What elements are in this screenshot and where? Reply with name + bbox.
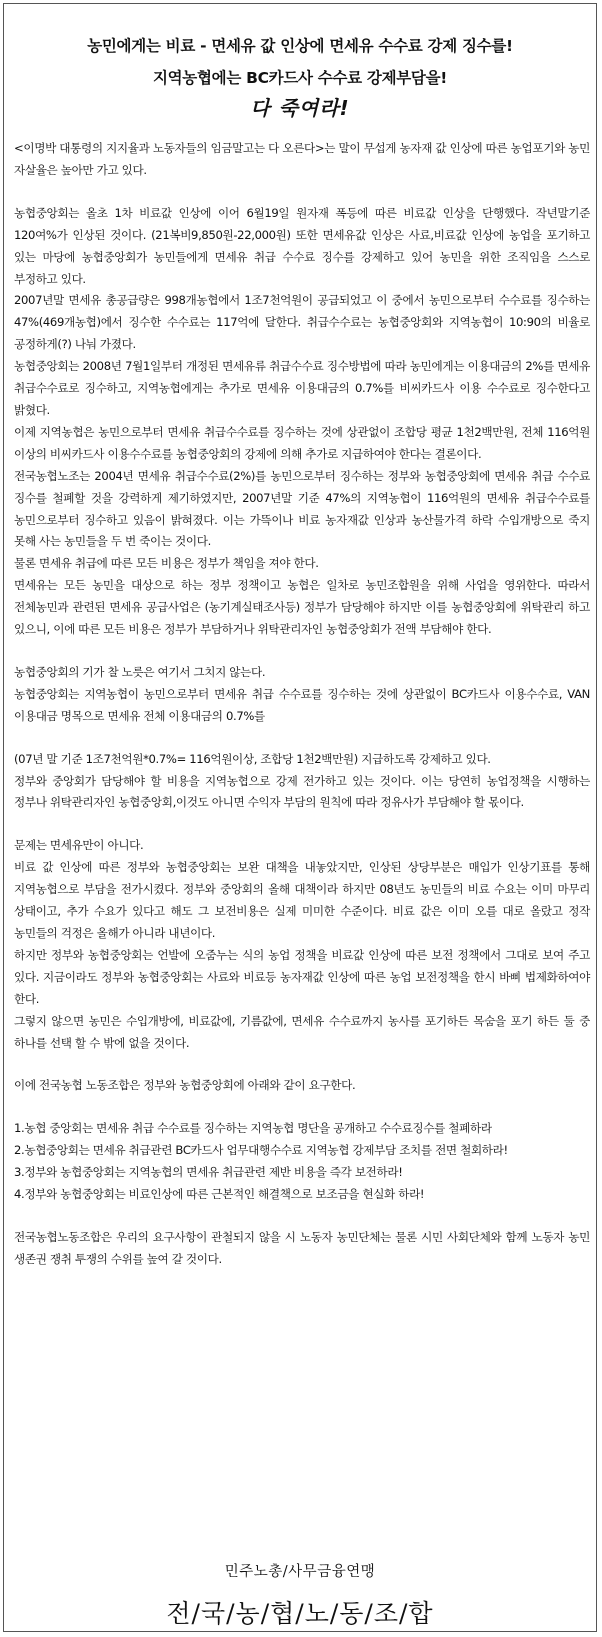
- demand-item: 4.정부와 농협중앙회는 비료인상에 따른 근본적인 해결책으로 보조금을 현실화 하라!: [14, 1187, 425, 1202]
- paragraph: 하지만 정부와 농협중앙회는 언발에 오줌누는 식의 농업 정책을 비료값 인상에 따른 보전 정책에서 그대로 보여 주고 있다. 지금이라도 정부와 농협중앙회는 사료와 비료등 농자재값 인상에 따른 농업 보전정책을 한시 바삐 법제화하여야 한다.: [14, 947, 590, 1006]
- demand-item: 3.정부와 농협중앙회는 지역농협의 면세유 취급관련 제반 비용을 즉각 보전하라!: [14, 1165, 403, 1180]
- federation-name: 민주노총/사무금융연맹: [224, 1564, 376, 1580]
- paragraph: 문제는 면세유만이 아니다.: [14, 838, 144, 853]
- union-name: 전/국/농/협/노/동/조/합: [166, 1599, 434, 1628]
- paragraph: <이명박 대통령의 지지율과 노동자들의 임금말고는 다 오른다>는 말이 무섭게 농자재 값 인상에 따른 농업포기와 농민 자살율은 높아만 가고 있다.: [14, 141, 590, 177]
- paragraph: 농협중앙회는 지역농협이 농민으로부터 면세유 취급 수수료를 징수하는 것에 상관없이 BC카드사 이용수수료, VAN 이용대금 명목으로 면세유 전체 이용대금의 0.7%를: [14, 686, 590, 723]
- headline-line-3: 다 죽여라!: [250, 96, 350, 120]
- document-page: [3, 3, 597, 1632]
- demand-item: 1.농협 중앙회는 면세유 취급 수수료를 징수하는 지역농협 명단을 공개하고 수수료징수를 철폐하라: [14, 1121, 492, 1136]
- paragraph: 면세유는 모든 농민을 대상으로 하는 정부 정책이고 농협은 일차로 농민조합원을 위해 사업을 영위한다. 따라서 전체농민과 관련된 면세유 공급사업은 (농기계실태조사등) 정부가 담당해야 하지만 이를 농협중앙회에 위탁관리 하고 있으니, 이에 따른 모든 비용은 정부가 부담하거나 위탁관리자인 농협중앙회가 전액 부담해야 한다.: [14, 578, 590, 637]
- paragraph: 농협중앙회는 올초 1차 비료값 인상에 이어 6월19일 원자재 폭등에 따른 비료값 인상을 단행했다. 작년말기준 120여%가 인상된 것이다. (21복비9,850원-22,000원) 또한 면세유값 인상은 사료,비료값 인상에 농업을 포기하고 있는 마당에 농협중앙회가 농민들에게 면세유 취급 수수료 징수를 강제하고 있어 농민을 위한 조직임을 스스로 부정하고 있다.: [14, 205, 590, 286]
- paragraph: 그렇지 않으면 농민은 수입개방에, 비료값에, 기름값에, 면세유 수수료까지 농사를 포기하든 목숨을 포기 하든 둘 중 하나를 선택 할 수 밖에 없을 것이다.: [14, 1013, 590, 1050]
- paragraph-gap: [14, 1097, 590, 1118]
- statement-body: [14, 138, 590, 1271]
- paragraph: 물론 면세유 취급에 따른 모든 비용은 정부가 책임을 져야 한다.: [14, 556, 319, 571]
- paragraph-gap: [14, 1054, 590, 1075]
- headline-line-2: 지역농협에는 BC카드사 수수료 강제부담을!: [152, 69, 448, 87]
- paragraph-gap: [14, 728, 590, 749]
- paragraph-gap: [14, 814, 590, 835]
- paragraph: 농협중앙회의 기가 찰 노릇은 여기서 그치지 않는다.: [14, 664, 266, 679]
- paragraph-gap: [14, 641, 590, 662]
- demand-item: 2.농협중앙회는 면세유 취급관련 BC카드사 업무대행수수료 지역농협 강제부담 조치를 전면 철회하라!: [14, 1143, 508, 1158]
- headline-line-1: 농민에게는 비료 - 면세유 값 인상에 면세유 수수료 강제 징수를!: [87, 37, 513, 55]
- paragraph: 비료 값 인상에 따른 정부와 농협중앙회는 보완 대책을 내놓았지만, 인상된 상당부분은 매입가 인상기표를 통해 지역농협으로 부담을 전가시켰다. 정부와 중앙회의 올해 대책이라 하지만 08년도 농민들의 비료 수요는 이미 마무리 상태이고, 추가 수요가 있다고 해도 그 보전비용은 실제 미미한 수준이다. 비료 값은 이미 오를 대로 올랐고 정작 농민들의 걱정은 올해가 아니라 내년이다.: [14, 860, 590, 940]
- demands-list: [14, 1118, 590, 1206]
- paragraph-gap: [14, 182, 590, 203]
- paragraph: 전국농협노조는 2004년 면세유 취급수수료(2%)를 농민으로부터 징수하는 정부와 농협중앙회에 면세유 취급 수수료 징수를 철폐할 것을 강력하게 제기하였지만, 2007년말 기준 47%의 지역농협이 116억원의 면세유 취급수수료를 농민으로부터 징수하고 있음이 밝혀졌다. 이는 가뜩이나 비료 농자재값 인상과 농산물가격 하락 수입개방으로 죽지 못해 사는 농민들을 두 번 죽이는 것이다.: [14, 468, 590, 549]
- paragraph: (07년 말 기준 1조7천억원*0.7%= 116억원이상, 조합당 1천2백만원) 지급하도록 강제하고 있다.: [14, 751, 491, 766]
- paragraph: 전국농협노동조합은 우리의 요구사항이 관철되지 않을 시 노동자 농민단체는 물론 시민 사회단체와 함께 노동자 농민 생존권 쟁취 투쟁의 수위를 높여 갈 것이다.: [14, 1229, 590, 1266]
- paragraph: 이제 지역농협은 농민으로부터 면세유 취급수수료를 징수하는 것에 상관없이 조합당 평균 1천2백만원, 전체 116억원 이상의 비씨카드사 이용수수료를 농협중앙회의 강제에 의해 추가로 지급하여야 한다는 결론이다.: [14, 424, 590, 461]
- paragraph: 2007년말 면세유 총공급량은 998개농협에서 1조7천억원이 공급되었고 이 중에서 농민으로부터 수수료를 징수하는 47%(469개농협)에서 징수한 수수료는 117억에 달한다. 취급수수료는 농협중앙회와 지역농협이 10:90의 비율로 공정하게(?) 나눠 가졌다.: [14, 293, 590, 352]
- paragraph: 정부와 중앙회가 담당해야 할 비용을 지역농협으로 강제 전가하고 있는 것이다. 이는 당연히 농업정책을 시행하는 정부나 위탁관리자인 농협중앙회,이것도 아니면 수익자 부담의 원칙에 따라 정유사가 부담해야 할 몫이다.: [14, 773, 590, 810]
- paragraph: 이에 전국농협 노동조합은 정부와 농협중앙회에 아래와 같이 요구한다.: [14, 1078, 356, 1093]
- paragraph-gap: [14, 1206, 590, 1227]
- paragraph: 농협중앙회는 2008년 7월1일부터 개정된 면세유류 취급수수료 징수방법에 따라 농민에게는 이용대금의 2%를 면세유 취급수수료로 징수하고, 지역농협에게는 추가로 면세유 이용대금의 0.7%를 비씨카드사 이용 수수료로 징수한다고 밝혔다.: [14, 359, 590, 417]
